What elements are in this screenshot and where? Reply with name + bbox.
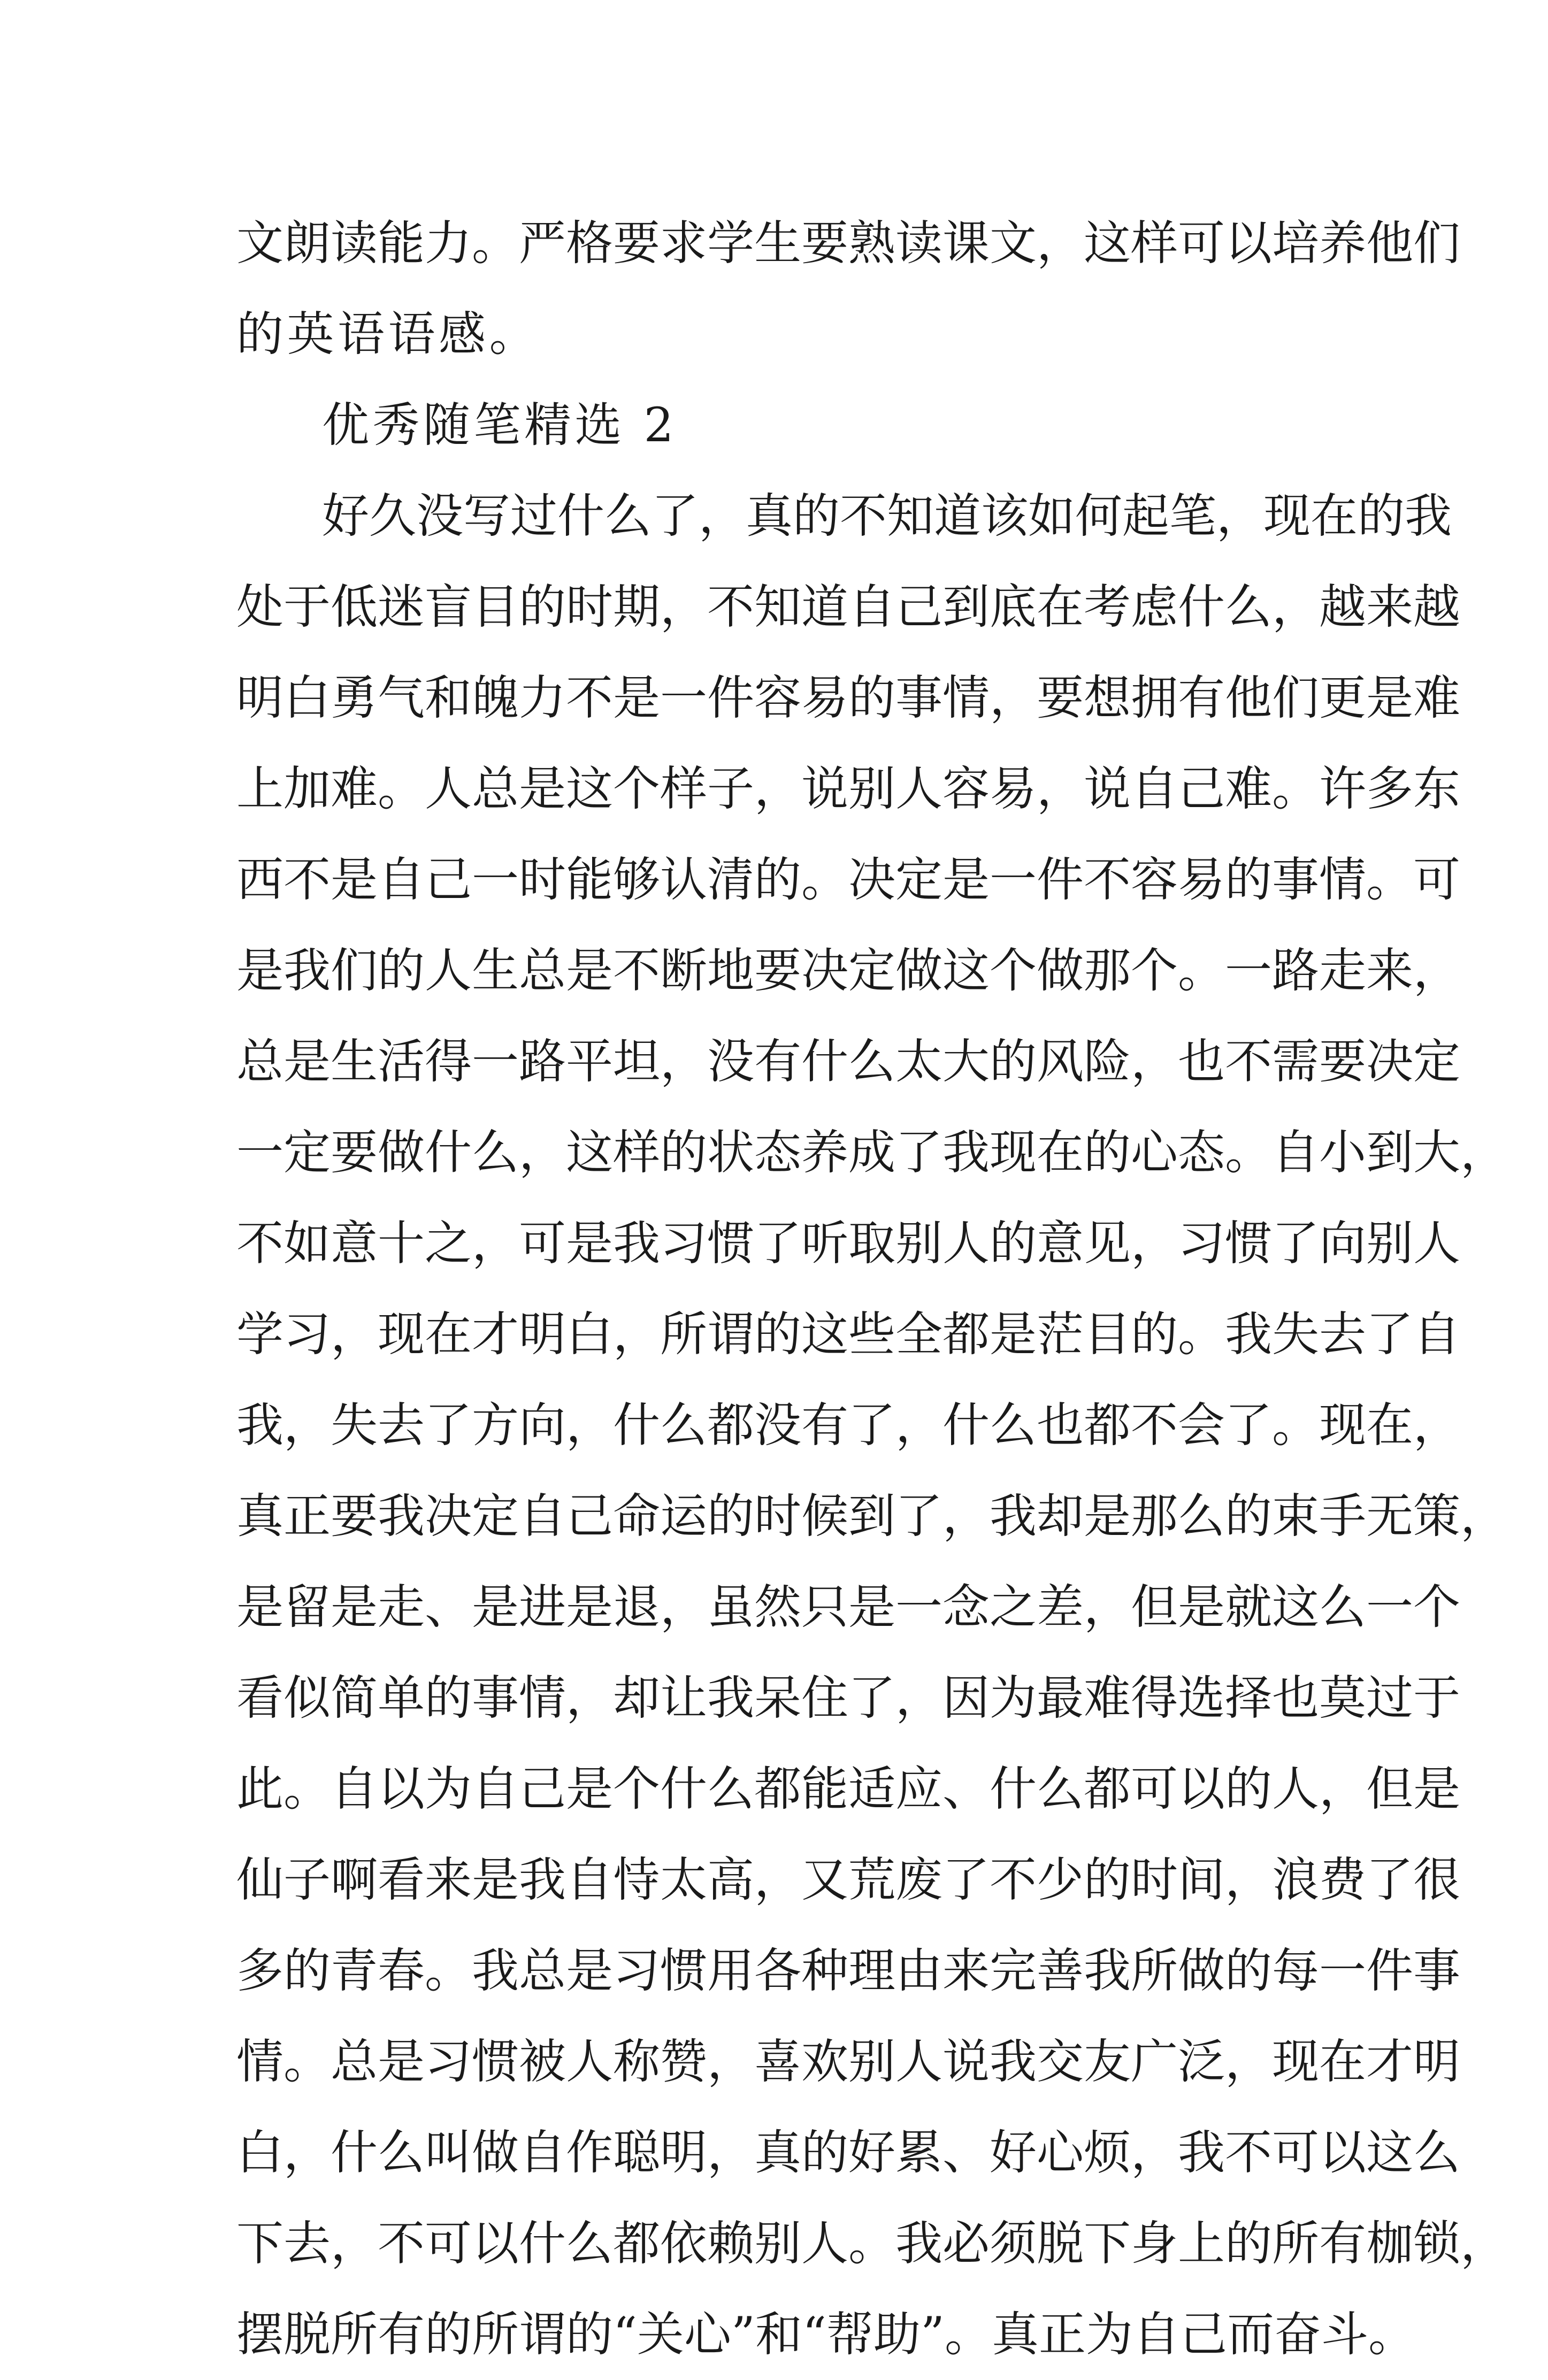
- paragraph-line: 此。自以为自己是个什么都能适应、什么都可以的人，但是: [236, 1761, 1461, 1816]
- paragraph-line: 明白勇气和魄力不是一件容易的事情，要想拥有他们更是难: [236, 670, 1461, 725]
- paragraph-line: 学习，现在才明白，所谓的这些全都是茫目的。我失去了自: [236, 1307, 1461, 1362]
- paragraph-line: 我，失去了方向，什么都没有了，什么也都不会了。现在，: [236, 1398, 1461, 1453]
- paragraph-line: 下去，不可以什么都依赖别人。我必须脱下身上的所有枷锁，: [236, 2216, 1508, 2271]
- paragraph-line: 多的青春。我总是习惯用各种理由来完善我所做的每一件事: [236, 1943, 1461, 1998]
- paragraph-line: 文朗读能力。严格要求学生要熟读课文，这样可以培养他们: [236, 216, 1461, 271]
- paragraph-line: 情。总是习惯被人称赞，喜欢别人说我交友广泛，现在才明: [236, 2034, 1461, 2089]
- paragraph-line: 是留是走、是进是退，虽然只是一念之差，但是就这么一个: [236, 1579, 1461, 1634]
- paragraph-line: 摆脱所有的所谓的“关心”和“帮助”。真正为自己而奋斗。: [236, 2307, 1415, 2362]
- paragraph-line: 真正要我决定自己命运的时候到了，我却是那么的束手无策，: [236, 1488, 1508, 1544]
- paragraph-line: 是我们的人生总是不断地要决定做这个做那个。一路走来，: [236, 943, 1461, 998]
- paragraph-line: 白，什么叫做自作聪明，真的好累、好心烦，我不可以这么: [236, 2125, 1461, 2180]
- paragraph-line: 处于低迷盲目的时期，不知道自己到底在考虑什么，越来越: [236, 579, 1461, 634]
- paragraph-line: 好久没写过什么了，真的不知道该如何起笔，现在的我: [322, 488, 1452, 543]
- paragraph-line: 一定要做什么，这样的状态养成了我现在的心态。自小到大，: [236, 1125, 1508, 1180]
- paragraph-line: 不如意十之，可是我习惯了听取别人的意见，习惯了向别人: [236, 1216, 1461, 1271]
- paragraph-1: [236, 198, 1461, 380]
- paragraph-line: 看似简单的事情，却让我呆住了，因为最难得选择也莫过于: [236, 1670, 1461, 1725]
- paragraph-line: 西不是自己一时能够认清的。决定是一件不容易的事情。可: [236, 852, 1461, 907]
- section-title: 优秀随笔精选 2: [322, 397, 677, 452]
- paragraph-line: 总是生活得一路平坦，没有什么太大的风险，也不需要决定: [236, 1034, 1461, 1089]
- paragraph-line: 的英语语感。: [236, 306, 540, 362]
- document-body: [236, 198, 1508, 2380]
- paragraph-2: [236, 471, 1508, 2380]
- paragraph-line: 仙子啊看来是我自恃太高，又荒废了不少的时间，浪费了很: [236, 1852, 1461, 1907]
- paragraph-line: 上加难。人总是这个样子，说别人容易，说自己难。许多东: [236, 761, 1461, 816]
